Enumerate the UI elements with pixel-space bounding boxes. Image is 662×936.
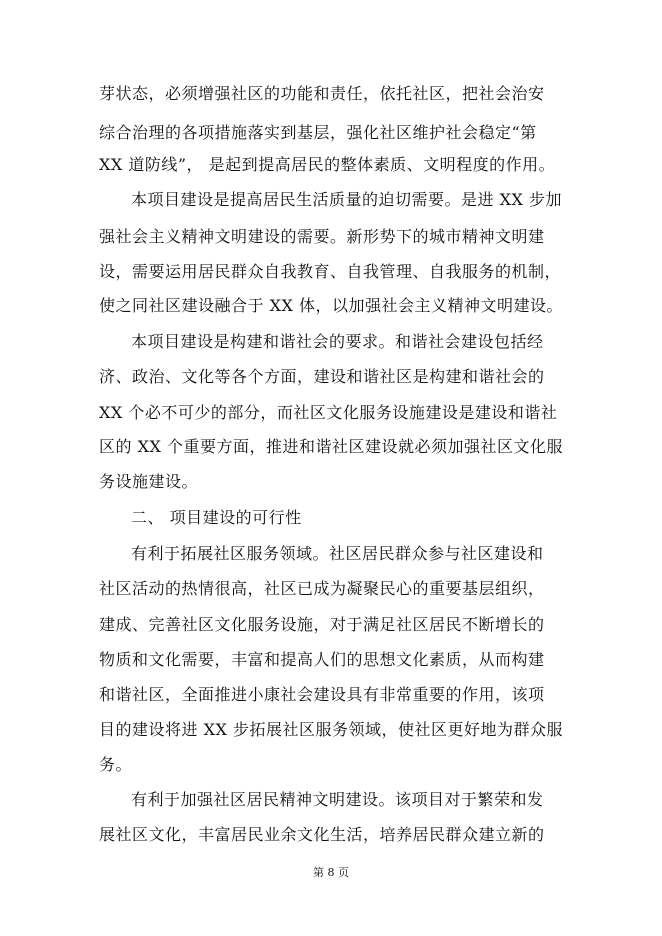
body-line: 设，需要运用居民群众自我教育、自我管理、自我服务的机制， (99, 262, 562, 281)
paragraph-first-line: 有利于拓展社区服务领域。社区居民群众参与社区建设和 (131, 544, 544, 563)
body-line: 使之同社区建设融合于 XX 体，以加强社会主义精神文明建设。 (99, 296, 563, 315)
body-line: 目的建设将进 XX 步拓展社区服务领域，使社区更好地为群众服 (99, 720, 563, 739)
body-line: 济、政治、文化等各个方面，建设和谐社区是构建和谐社会的 (99, 367, 545, 386)
paragraph-first-line: 有利于加强社区居民精神文明建设。该项目对于繁荣和发 (131, 790, 544, 809)
body-line: 社区活动的热情很高，社区已成为凝聚民心的重要基层组织， (99, 579, 545, 598)
body-line: 综合治理的各项措施落实到基层，强化社区维护社会稳定“第 (99, 123, 537, 142)
body-line: XX 道防线”， 是起到提高居民的整体素质、文明程度的作用。 (99, 155, 556, 174)
body-line: XX 个必不可少的部分，而社区文化服务设施建设是建设和谐社 (99, 403, 558, 422)
body-line: 区的 XX 个重要方面，推进和谐社区建设就必须加强社区文化服 (99, 437, 563, 456)
body-line: 展社区文化，丰富居民业余文化生活，培养居民群众建立新的 (99, 825, 545, 844)
body-line: 务设施建设。 (99, 472, 199, 491)
page-number: 第 8 页 (313, 866, 349, 879)
body-line: 强社会主义精神文明建设的需要。新形势下的城市精神文明建 (99, 227, 545, 246)
section-heading: 二、 项目建设的可行性 (131, 508, 302, 527)
body-line: 和谐社区，全面推进小康社会建设具有非常重要的作用，该项 (99, 685, 545, 704)
paragraph-first-line: 本项目建设是提高居民生活质量的迫切需要。是进 XX 步加 (131, 190, 562, 209)
body-line: 物质和文化需要，丰富和提高人们的思想文化素质，从而构建 (99, 650, 545, 669)
body-line: 务。 (99, 755, 133, 774)
paragraph-first-line: 本项目建设是构建和谐社会的要求。和谐社会建设包括经 (131, 332, 544, 351)
body-line: 建成、完善社区文化服务设施，对于满足社区居民不断增长的 (99, 615, 545, 634)
body-line: 芽状态，必须增强社区的功能和责任，依托社区，把社会治安 (99, 84, 545, 103)
